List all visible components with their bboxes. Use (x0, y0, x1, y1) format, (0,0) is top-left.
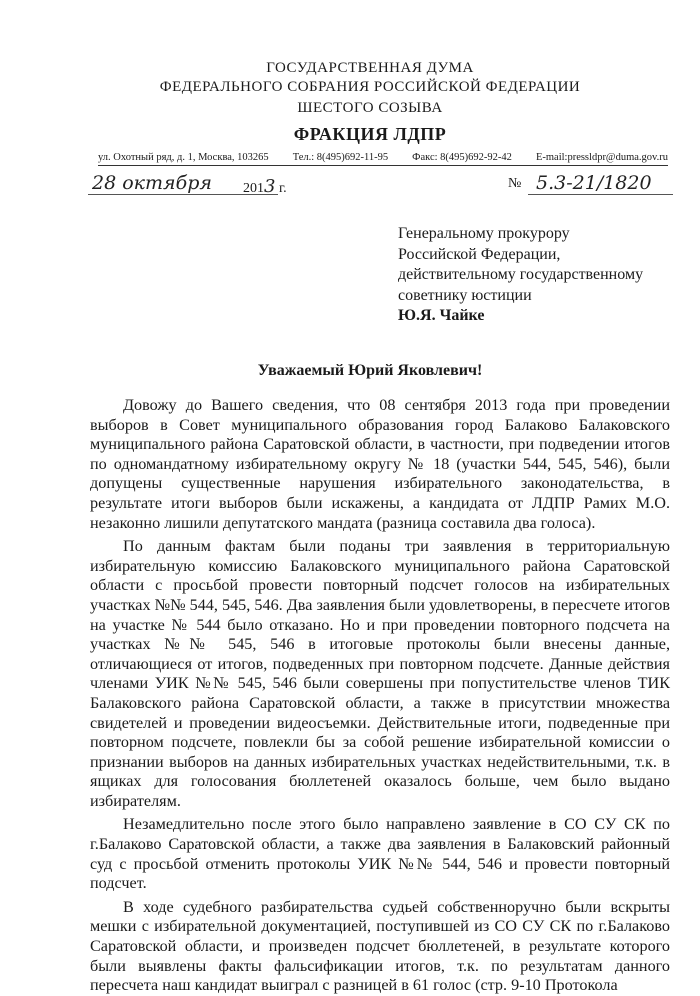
body-paragraph: В ходе судебного разбирательства судьей собственноручно были вскрыты мешки с избирательной документацией, поступившей из СО СУ СК по г.Балаково Саратовской области, и произведен подсчет бюллетеней, в результате которого были выявлены факты фальсификации итогов, т.к. по результатам данного пересчета наш кандидат выиграл с разницей в 61 голос (стр. 9-10 Протокола (90, 897, 670, 995)
addressee-line-2: Российской Федерации, (398, 245, 561, 263)
addressee-name: Ю.Я. Чайке (398, 307, 485, 324)
body-paragraph: Незамедлительно после этого было направлено заявление в СО СУ СК по г.Балаково Саратовской области, а также два заявления в Балаковский районный суд с просьбой отменить протоколы УИК №№ 544, 546 и провести повторный подсчет. (90, 815, 670, 893)
addressee-line-1: Генеральному прокурору (398, 225, 570, 242)
number-underline (528, 194, 673, 195)
year-prefix: 201 (243, 181, 264, 196)
addressee-line-3: действительному государственному (398, 266, 644, 283)
dispatch-row (88, 172, 673, 198)
letterhead-duma: ГОСУДАРСТВЕННАЯ ДУМА (266, 60, 474, 76)
letterhead-federal-assembly: ФЕДЕРАЛЬНОГО СОБРАНИЯ РОССИЙСКОЙ ФЕДЕРАЦИИ (159, 79, 581, 95)
letterhead-convocation: ШЕСТОГО СОЗЫВА (297, 100, 443, 116)
body-paragraph: По данным фактам были поданы три заявления в территориальную избирательную комиссию Балаковского муниципального района Саратовской области с просьбой провести повторный подсчет голосов на избирательных участках №№ 544, 545, 546. Два заявления были удовлетворены, в пересчете итогов на участке № 544 было отказано. Но и при проведении повторного подсчета на участках №№ 545, 546 в итоговые протоколы были внесены данные, отличающиеся от итогов, подведенных при повторном подсчете. Данные действия членами УИК №№ 545, 546 были совершены при попустительстве членов ТИК Балаковского района Саратовской области, а также в присутствии множества свидетелей и проведении видеосъемки. Действительные итоги, подведенные при повторном подсчете, повлекли бы за собой решение избирательной комиссии о признании выборов на данных избирательных участках недействительными, т.к. в ящиках для голосования бюллетеней оказалось больше, чем было выдано избирателям. (90, 537, 670, 810)
letterhead-faction: ФРАКЦИЯ ЛДПР (293, 124, 447, 144)
body-paragraph: Довожу до Вашего сведения, что 08 сентября 2013 года при проведении выборов в Совет муниципального образования город Балаково Балаковского муниципального района Саратовской области, в частности, при подведении итогов по одномандатному избирательному округу № 18 (участки 544, 545, 546), были допущены существенные нарушения избирательного законодательства, в результате итоги выборов были искажены, а кандидата от ЛДПР Рамих М.О. незаконно лишили депутатского мандата (разница составила два голоса). (90, 396, 670, 532)
handwritten-year-digit: 3 (264, 176, 276, 197)
contact-fax: Факс: 8(495)692-92-42 (412, 152, 512, 163)
year-suffix: г. (278, 181, 287, 196)
contact-address: ул. Охотный ряд, д. 1, Москва, 103265 (98, 152, 269, 163)
number-label: № (508, 176, 522, 191)
addressee-block (398, 224, 688, 327)
contact-phone: Тел.: 8(495)692-11-95 (292, 152, 389, 163)
addressee-line-4: советнику юстиции (398, 286, 532, 304)
letter-body (90, 396, 670, 996)
contact-line (98, 152, 668, 166)
contact-email: E-mail:pressldpr@duma.gov.ru (535, 152, 668, 163)
handwritten-date: 28 октября (92, 172, 212, 194)
greeting: Уважаемый Юрий Яковлевич! (257, 362, 483, 379)
date-underline (88, 194, 278, 195)
handwritten-number: 5.3-21/1820 (536, 172, 652, 194)
